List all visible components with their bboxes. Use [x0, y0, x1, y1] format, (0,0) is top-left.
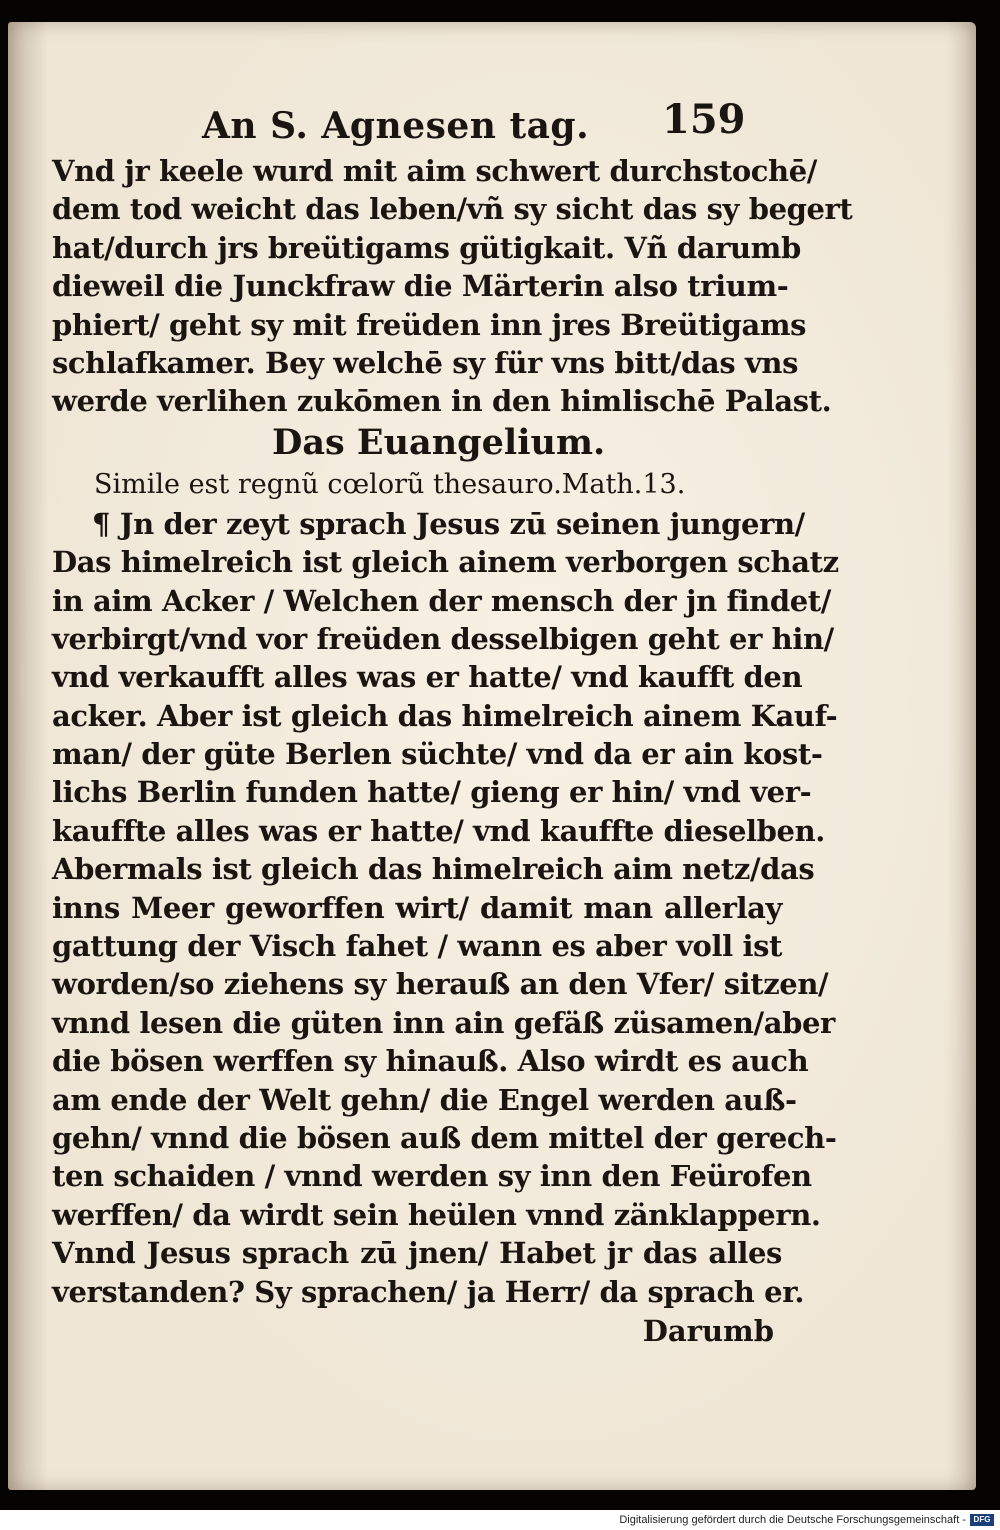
gospel-line: Vnnd Jesus sprach zū jnen/ Habet jr das alles — [52, 1236, 782, 1271]
body-line: hat/durch jrs breütigams gütigkait. Vñ darumb — [52, 230, 801, 265]
gospel-line: in aim Acker / Welchen der mensch der jn findet/ — [52, 583, 831, 618]
catchword: Darumb — [642, 1313, 774, 1348]
body-line: werde verlihen zukōmen in den himlischē Palast. — [52, 384, 832, 419]
gospel-line: gattung der Visch fahet / wann es aber voll ist — [52, 929, 782, 964]
body-line: dem tod weicht das leben/vñ sy sicht das sy begert — [52, 192, 853, 227]
gospel-line: Abermals ist gleich das himelreich aim netz/das — [52, 852, 815, 887]
text-block — [52, 96, 853, 1351]
gospel-line: gehn/ vnnd die bösen auß dem mittel der gerech- — [52, 1120, 837, 1155]
body-line: phiert/ geht sy mit freüden inn jres Breütigams — [52, 307, 807, 342]
gospel-line: werffen/ da wirdt sein heülen vnnd zänklappern. — [52, 1197, 821, 1232]
body-line: schlafkamer. Bey welchē sy für vns bitt/das vns — [52, 345, 799, 380]
body-line: Vnd jr keele wurd mit aim schwert durchstochē/ — [52, 154, 817, 188]
gospel-line: vnnd lesen die güten inn ain gefäß züsamen/aber — [52, 1005, 835, 1040]
gospel-line: acker. Aber ist gleich das himelreich ainem Kauf- — [52, 698, 838, 733]
gospel-line: verstanden? Sy sprachen/ ja Herr/ da sprach er. — [52, 1274, 805, 1309]
book-page — [8, 22, 976, 1490]
dfg-logo-icon: DFG — [970, 1514, 994, 1526]
gospel-line: die bösen werffen sy hinauß. Also wirdt es auch — [52, 1044, 809, 1079]
gospel-line: vnd verkaufft alles was er hatte/ vnd kaufft den — [52, 660, 803, 695]
latin-incipit: Simile est regnũ cœlorũ thesauro.Math.13. — [94, 468, 686, 500]
section-heading: Das Euangelium. — [272, 421, 606, 463]
gospel-line: ten schaiden / vnnd werden sy inn den Feürofen — [52, 1159, 812, 1194]
gospel-line: lichs Berlin funden hatte/ gieng er hin/ vnd ver- — [52, 775, 812, 810]
digitization-credit-bar — [0, 1510, 1000, 1530]
running-head-title: An S. Agnesen tag. — [202, 105, 590, 147]
credit-text: Digitalisierung gefördert durch die Deutsche Forschungsgemeinschaft - — [619, 1514, 966, 1526]
gospel-line: ¶ Jn der zeyt sprach Jesus zū seinen jungern/ — [92, 506, 805, 541]
body-line: dieweil die Junckfraw die Märterin also trium- — [52, 269, 789, 304]
gospel-line: Das himelreich ist gleich ainem verborgen schatz — [52, 545, 839, 580]
gospel-line: kauffte alles was er hatte/ vnd kauffte dieselben. — [52, 813, 825, 848]
running-head — [52, 96, 782, 152]
gospel-line: worden/so ziehens sy herauß an den Vfer/ sitzen/ — [52, 967, 829, 1002]
gospel-line: inns Meer geworffen wirt/ damit man allerlay — [52, 890, 782, 925]
gospel-line: verbirgt/vnd vor freüden desselbigen geht er hin/ — [52, 621, 834, 656]
gospel-line: am ende der Welt gehn/ die Engel werden auß- — [52, 1082, 797, 1117]
gospel-line: man/ der güte Berlen süchte/ vnd da er ain kost- — [52, 737, 823, 772]
page-number: 159 — [662, 96, 746, 143]
